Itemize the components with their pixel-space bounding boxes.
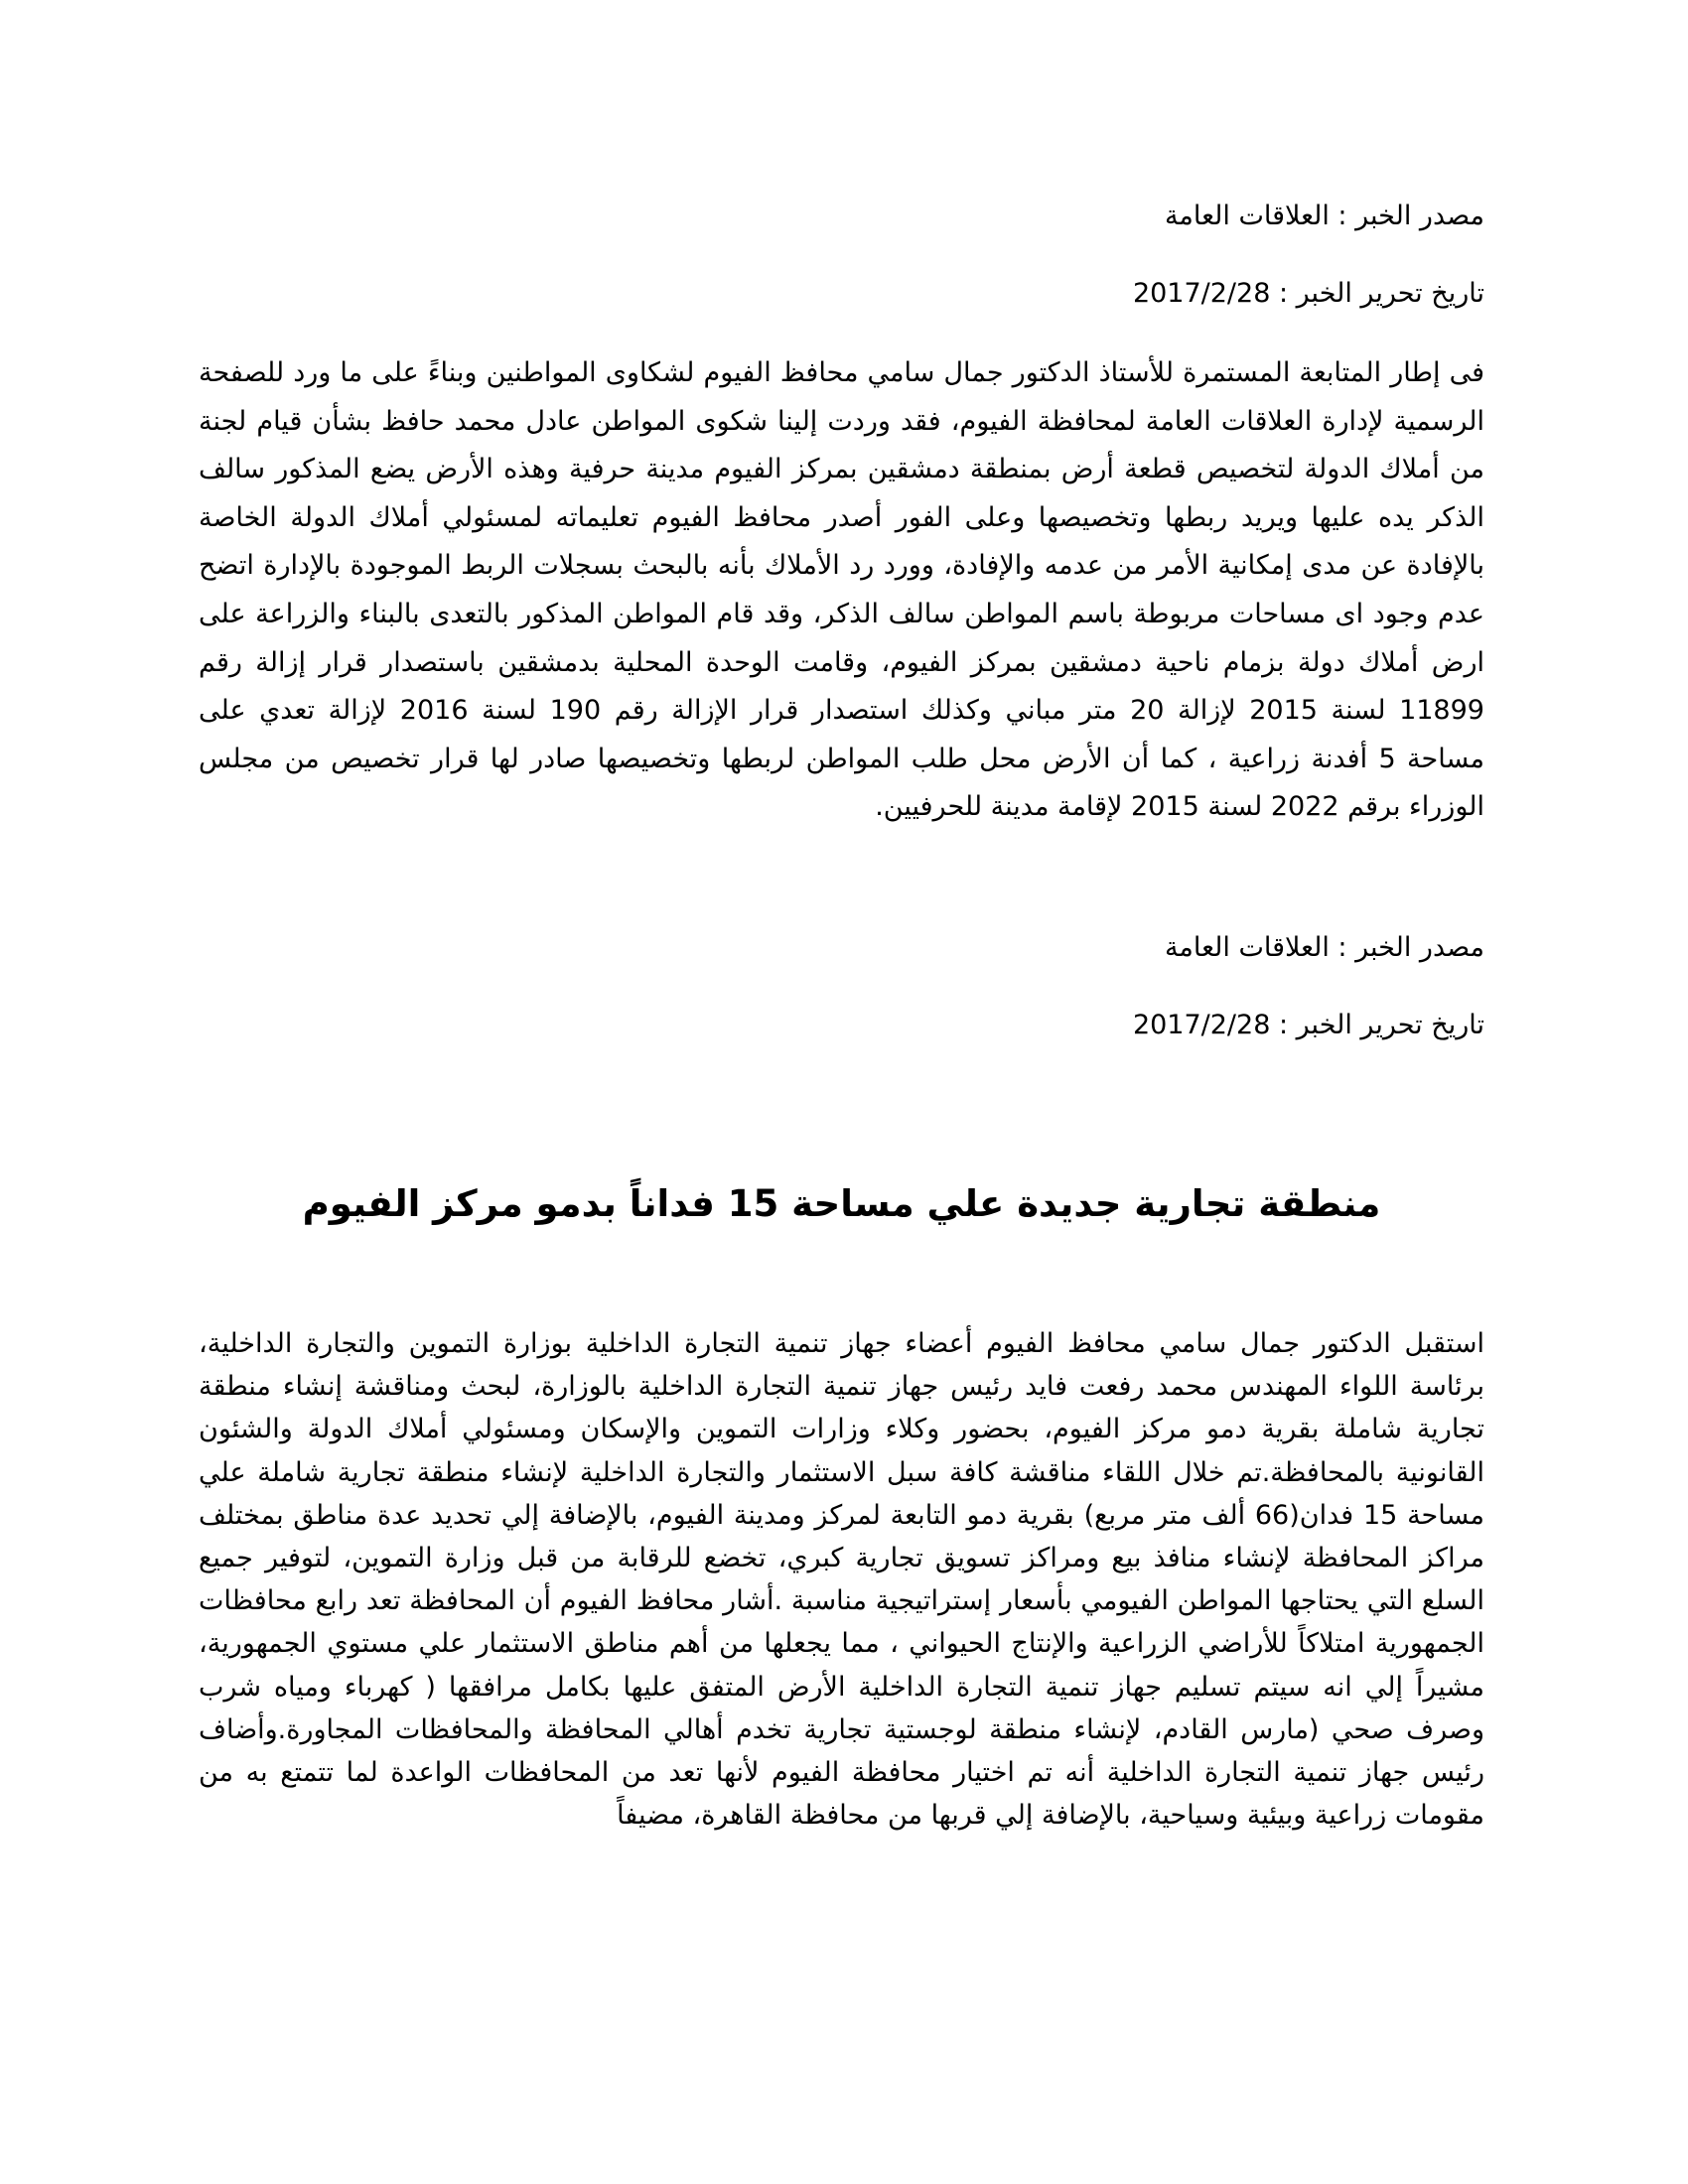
news-source-line-2: مصدر الخبر : العلاقات العامة — [1164, 932, 1484, 963]
article2-headline: منطقة تجارية جديدة علي مساحة 15 فداناً بدمو مركز الفيوم — [302, 1182, 1381, 1225]
article2-body: استقبل الدكتور جمال سامي محافظ الفيوم أعضاء جهاز تنمية التجارة الداخلية بوزارة التموين والتجارة الداخلية، برئاسة اللواء المهندس محمد رفعت فايد رئيس جهاز تنمية التجارة الداخلية بالوزارة، لبحث ومناقشة إنشاء منطقة تجارية شاملة بقرية دمو مركز الفيوم، بحضور وكلاء وزارات التموين والإسكان ومسئولي أملاك الدولة والشئون القانونية بالمحافظة.تم خلال اللقاء مناقشة كافة سبل الاستثمار والتجارة الداخلية لإنشاء منطقة تجارية شاملة علي مساحة 15 فدان(66 ألف متر مربع) بقرية دمو التابعة لمركز ومدينة الفيوم، بالإضافة إلي تحديد عدة مناطق بمختلف مراكز المحافظة لإنشاء منافذ بيع ومراكز تسويق تجارية كبري، تخضع للرقابة من قبل وزارة التموين، لتوفير جميع السلع التي يحتاجها المواطن الفيومي بأسعار إستراتيجية مناسبة .أشار محافظ الفيوم أن المحافظة تعد رابع محافظات الجمهورية امتلاكاً للأراضي الزراعية والإنتاج الحيواني ، مما يجعلها من أهم مناطق الاستثمار علي مستوي الجمهورية، مشيراً إلي انه سيتم تسليم جهاز تنمية التجارة الداخلية الأرض المتفق عليها بكامل مرافقها ( كهرباء ومياه شرب وصرف صحي (مارس القادم، لإنشاء منطقة لوجستية تجارية تخدم أهالي المحافظة والمحافظات المجاورة.وأضاف رئيس جهاز تنمية التجارة الداخلية أنه تم اختيار محافظة الفيوم لأنها تعد من المحافظات الواعدة لما تتمتع به من مقومات زراعية وبيئية وسياحية، بالإضافة إلي قربها من محافظة القاهرة، مضيفاً — [199, 1328, 1485, 1832]
article1-body: فى إطار المتابعة المستمرة للأستاذ الدكتور جمال سامي محافظ الفيوم لشكاوى المواطنين وبناءً على ما ورد للصفحة الرسمية لإدارة العلاقات العامة لمحافظة الفيوم، فقد وردت إلينا شكوى المواطن عادل محمد حافظ بشأن قيام لجنة من أملاك الدولة لتخصيص قطعة أرض بمنطقة دمشقين بمركز الفيوم مدينة حرفية وهذه الأرض يضع المذكور سالف الذكر يده عليها ويريد ربطها وتخصيصها وعلى الفور أصدر محافظ الفيوم تعليماته لمسئولي أملاك الدولة الخاصة بالإفادة عن مدى إمكانية الأمر من عدمه والإفادة، وورد رد الأملاك بأنه بالبحث بسجلات الربط الموجودة بالإدارة اتضح عدم وجود اى مساحات مربوطة باسم المواطن سالف الذكر، وقد قام المواطن المذكور بالتعدى بالبناء والزراعة على ارض أملاك دولة بزمام ناحية دمشقين بمركز الفيوم، وقامت الوحدة المحلية بدمشقين باستصدار قرار إزالة رقم 11899 لسنة 2015 لإزالة 20 متر مباني وكذلك استصدار قرار الإزالة رقم 190 لسنة 2016 لإزالة تعدي على مساحة 5 أفدنة زراعية ، كما أن الأرض محل طلب المواطن لربطها وتخصيصها صادر لها قرار تخصيص من مجلس الوزراء برقم 2022 لسنة 2015 لإقامة مدينة للحرفيين. — [199, 357, 1484, 823]
article1-footer-meta — [199, 928, 1484, 968]
article1-body-wrap — [199, 349, 1484, 832]
article1-footer-date-wrap — [199, 1006, 1484, 1045]
news-source-line: مصدر الخبر : العلاقات العامة — [1164, 201, 1484, 231]
news-date-line-2: تاريخ تحرير الخبر : 2017/2/28 — [1132, 1010, 1484, 1040]
article1-date-wrap — [199, 274, 1484, 314]
article2-body-wrap — [199, 1322, 1484, 1837]
news-date-line: تاريخ تحرير الخبر : 2017/2/28 — [1132, 278, 1484, 309]
article1-meta — [199, 197, 1484, 236]
